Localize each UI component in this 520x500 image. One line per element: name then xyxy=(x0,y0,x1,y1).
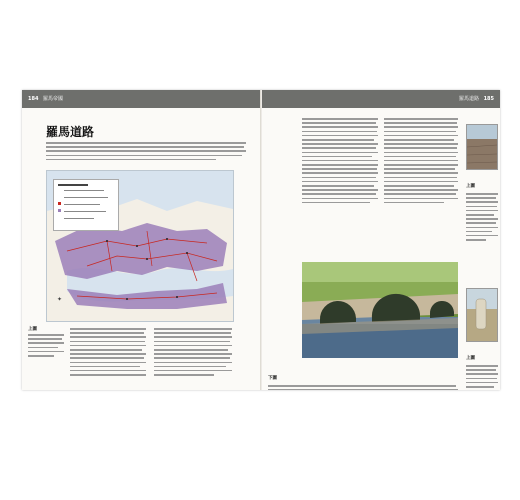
left-running-title: 羅馬帝國 xyxy=(43,96,64,102)
roman-bridge-photo xyxy=(302,262,458,358)
bridge-photo-caption xyxy=(268,364,458,390)
right-sidebar xyxy=(462,90,500,390)
map-caption xyxy=(28,326,64,357)
right-body-column-1 xyxy=(302,118,378,203)
body-column-1 xyxy=(70,328,146,376)
milestone-photo-thumb xyxy=(466,288,498,342)
map-caption-label: 上圖 xyxy=(28,327,37,332)
article-title: 羅馬道路 xyxy=(46,125,95,139)
right-page xyxy=(262,90,500,390)
sidebar-caption-1-label: 上圖 xyxy=(466,184,475,189)
sidebar-caption-2-label: 上圖 xyxy=(466,356,475,361)
body-column-2 xyxy=(154,328,232,376)
wall-photo-thumb xyxy=(466,124,498,170)
photo-caption-label: 下圖 xyxy=(268,376,277,381)
left-page-number: 184 xyxy=(28,96,39,102)
intro-paragraph xyxy=(46,142,246,160)
left-running-head xyxy=(28,95,63,102)
book-spread xyxy=(22,90,500,390)
left-page xyxy=(22,90,260,390)
right-running-title: 羅馬道路 xyxy=(458,96,479,102)
sidebar-caption-2 xyxy=(466,344,498,390)
right-page-number: 185 xyxy=(483,96,494,102)
compass-icon: ✦ xyxy=(57,296,63,303)
map-legend xyxy=(53,179,119,231)
right-body-column-2 xyxy=(384,118,458,203)
roman-roads-map xyxy=(46,170,234,322)
sidebar-caption-1 xyxy=(466,172,498,241)
